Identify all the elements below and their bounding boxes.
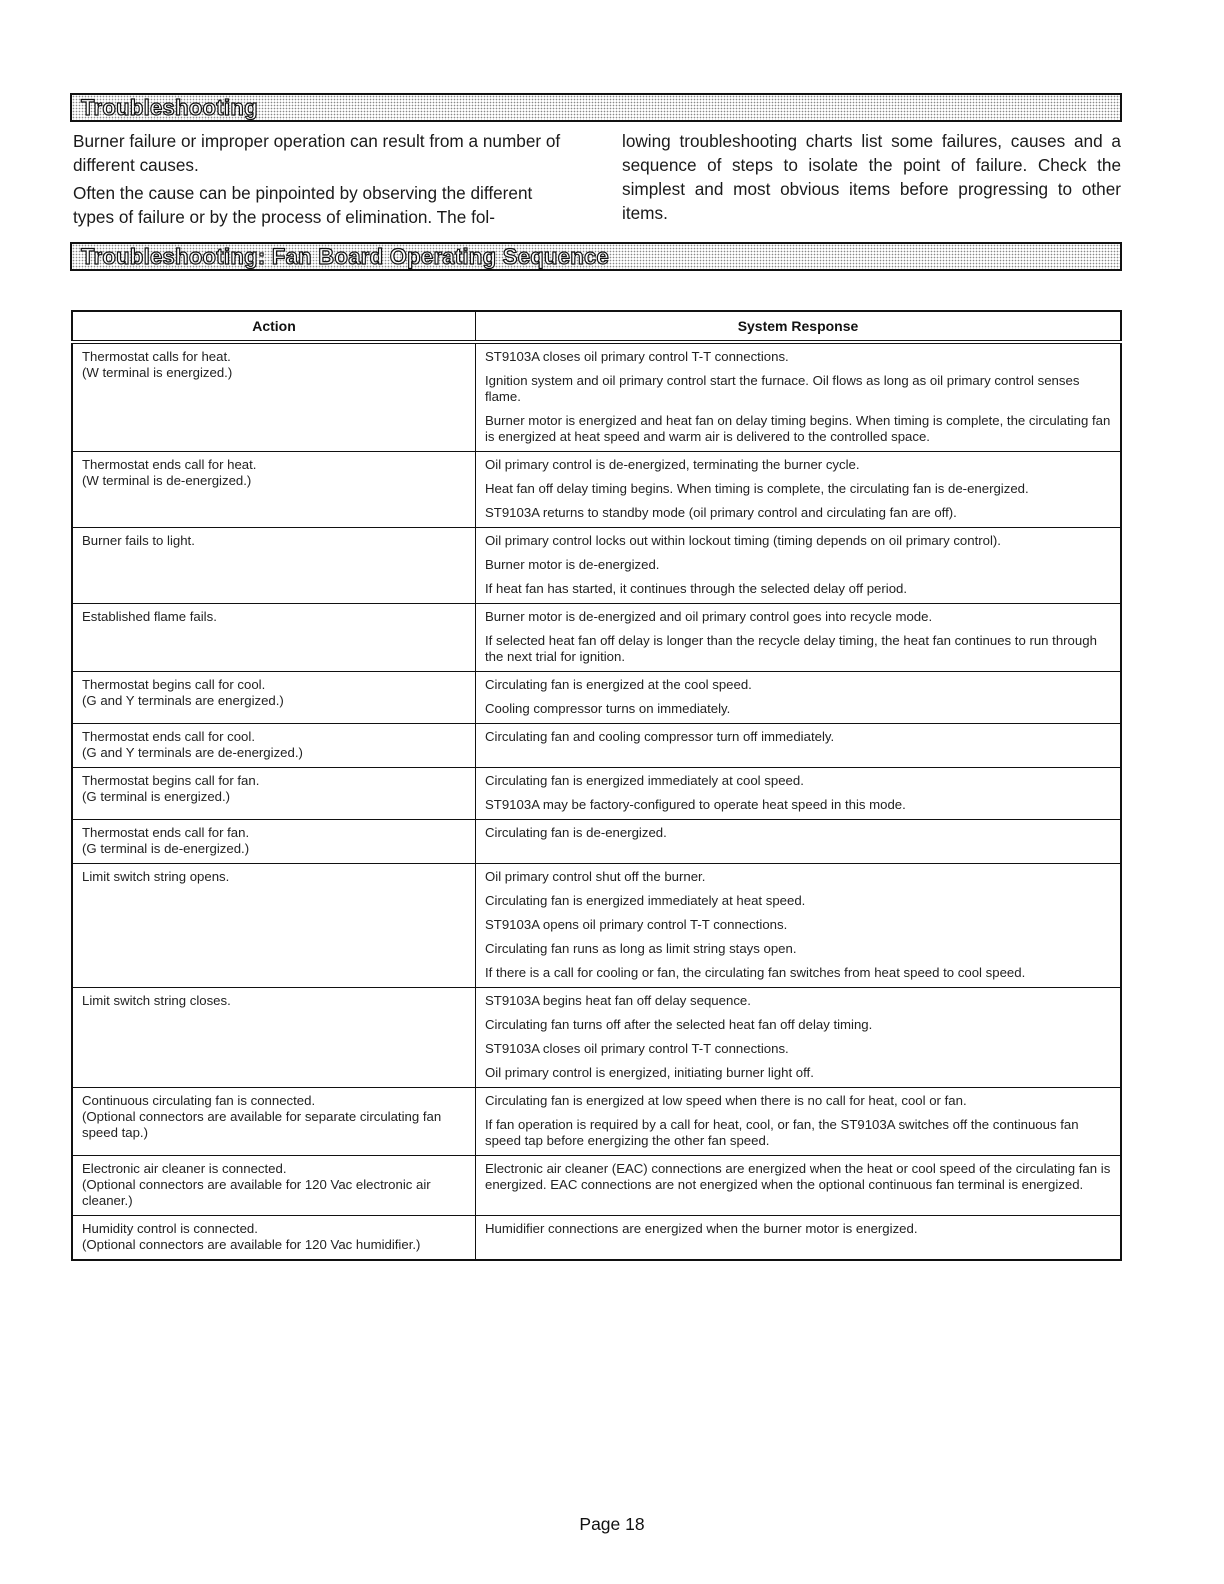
action-cell xyxy=(72,768,476,820)
response-cell xyxy=(476,672,1122,724)
response-text: Oil primary control locks out within lockout timing (timing depends on oil primary control). xyxy=(485,533,1001,548)
intro-right-column xyxy=(622,129,1121,233)
response-text: Oil primary control is energized, initiating burner light off. xyxy=(485,1065,814,1080)
page-number: Page 18 xyxy=(579,1514,645,1534)
response-cell xyxy=(476,864,1122,988)
subsection-banner xyxy=(70,242,1122,271)
operating-sequence-table xyxy=(71,310,1122,1261)
table-row xyxy=(72,820,1121,864)
response-cell xyxy=(476,528,1122,604)
table-row xyxy=(72,342,1121,452)
table-row xyxy=(72,604,1121,672)
action-text: Limit switch string opens. xyxy=(82,869,230,884)
response-cell xyxy=(476,820,1122,864)
table-row xyxy=(72,452,1121,528)
action-note: (W terminal is de-energized.) xyxy=(82,473,252,488)
response-text: Circulating fan and cooling compressor turn off immediately. xyxy=(485,729,835,744)
action-text: Continuous circulating fan is connected. xyxy=(82,1093,316,1108)
response-cell xyxy=(476,342,1122,452)
table-row xyxy=(72,724,1121,768)
response-text: Oil primary control is de-energized, terminating the burner cycle. xyxy=(485,457,860,472)
table-row xyxy=(72,528,1121,604)
response-text: Heat fan off delay timing begins. When timing is complete, the circulating fan is de-energized. xyxy=(485,481,1029,496)
action-cell xyxy=(72,528,476,604)
response-text: Circulating fan is energized at the cool speed. xyxy=(485,677,752,692)
action-note: (Optional connectors are available for separate circulating fan speed tap.) xyxy=(82,1109,442,1140)
response-cell xyxy=(476,724,1122,768)
response-text: Oil primary control shut off the burner. xyxy=(485,869,706,884)
action-note: (W terminal is energized.) xyxy=(82,365,233,380)
response-text: Circulating fan is energized immediately at cool speed. xyxy=(485,773,804,788)
action-note: (G and Y terminals are energized.) xyxy=(82,693,284,708)
response-text: Humidifier connections are energized when the burner motor is energized. xyxy=(485,1221,918,1236)
response-text: Circulating fan is de-energized. xyxy=(485,825,667,840)
response-text: ST9103A may be factory-configured to operate heat speed in this mode. xyxy=(485,797,906,812)
action-cell xyxy=(72,1156,476,1216)
response-text: Circulating fan runs as long as limit string stays open. xyxy=(485,941,797,956)
response-text: Circulating fan is energized at low speed when there is no call for heat, cool or fan. xyxy=(485,1093,967,1108)
action-cell xyxy=(72,820,476,864)
response-cell xyxy=(476,988,1122,1088)
action-text: Thermostat calls for heat. xyxy=(82,349,231,364)
column-header-response: System Response xyxy=(476,311,1122,342)
table-header-row xyxy=(72,311,1121,342)
action-text: Thermostat ends call for heat. xyxy=(82,457,257,472)
action-text: Established flame fails. xyxy=(82,609,217,624)
intro-paragraph: Burner failure or improper operation can result from a number of different causes. xyxy=(73,131,561,175)
table-row xyxy=(72,864,1121,988)
action-text: Limit switch string closes. xyxy=(82,993,231,1008)
response-text: If there is a call for cooling or fan, the circulating fan switches from heat speed to cool speed. xyxy=(485,965,1026,980)
response-text: Ignition system and oil primary control start the furnace. Oil flows as long as oil primary control senses flame. xyxy=(485,373,1080,404)
response-text: Circulating fan is energized immediately at heat speed. xyxy=(485,893,806,908)
subsection-title: Troubleshooting: Fan Board Operating Sequence xyxy=(81,243,610,269)
response-text: Electronic air cleaner (EAC) connections are energized when the heat or cool speed of the circulating fan is energized. EAC connections are not energized when the optional continuous fan terminal is energized. xyxy=(485,1161,1111,1192)
response-cell xyxy=(476,1216,1122,1261)
table-row xyxy=(72,1156,1121,1216)
action-cell xyxy=(72,342,476,452)
response-text: ST9103A closes oil primary control T-T connections. xyxy=(485,1041,789,1056)
action-cell xyxy=(72,988,476,1088)
response-text: Burner motor is de-energized. xyxy=(485,557,660,572)
action-cell xyxy=(72,1216,476,1261)
action-text: Thermostat begins call for fan. xyxy=(82,773,260,788)
action-cell xyxy=(72,672,476,724)
table-row xyxy=(72,672,1121,724)
response-text: Burner motor is energized and heat fan on delay timing begins. When timing is complete, the circulating fan is energized at heat speed and warm air is delivered to the controlled space. xyxy=(485,413,1111,444)
response-cell xyxy=(476,604,1122,672)
response-text: ST9103A closes oil primary control T-T connections. xyxy=(485,349,789,364)
response-text: ST9103A opens oil primary control T-T connections. xyxy=(485,917,788,932)
action-text: Thermostat ends call for cool. xyxy=(82,729,255,744)
action-note: (Optional connectors are available for 120 Vac humidifier.) xyxy=(82,1237,421,1252)
response-cell xyxy=(476,768,1122,820)
action-cell xyxy=(72,452,476,528)
action-cell xyxy=(72,1088,476,1156)
response-text: Cooling compressor turns on immediately. xyxy=(485,701,731,716)
section-banner xyxy=(70,93,1122,122)
response-text: If heat fan has started, it continues through the selected delay off period. xyxy=(485,581,908,596)
intro-paragraph: lowing troubleshooting charts list some failures, causes and a sequence of steps to isolate the point of failure. Check the simplest and most obvious items before progressing to other items. xyxy=(622,131,1121,223)
action-text: Thermostat ends call for fan. xyxy=(82,825,250,840)
response-text: ST9103A begins heat fan off delay sequence. xyxy=(485,993,751,1008)
response-cell xyxy=(476,1088,1122,1156)
table-row xyxy=(72,1088,1121,1156)
response-cell xyxy=(476,1156,1122,1216)
response-text: Circulating fan turns off after the selected heat fan off delay timing. xyxy=(485,1017,873,1032)
action-note: (G and Y terminals are de-energized.) xyxy=(82,745,303,760)
intro-paragraph: Often the cause can be pinpointed by observing the different types of failure or by the process of elimination. The fol- xyxy=(73,183,533,227)
action-cell xyxy=(72,864,476,988)
action-note: (G terminal is energized.) xyxy=(82,789,231,804)
column-header-action: Action xyxy=(72,311,476,342)
action-text: Thermostat begins call for cool. xyxy=(82,677,266,692)
table-row xyxy=(72,768,1121,820)
action-text: Burner fails to light. xyxy=(82,533,195,548)
action-cell xyxy=(72,724,476,768)
action-note: (Optional connectors are available for 120 Vac electronic air cleaner.) xyxy=(82,1177,431,1208)
response-text: Burner motor is de-energized and oil primary control goes into recycle mode. xyxy=(485,609,933,624)
table-row xyxy=(72,988,1121,1088)
section-title: Troubleshooting xyxy=(81,94,258,120)
action-note: (G terminal is de-energized.) xyxy=(82,841,250,856)
response-text: ST9103A returns to standby mode (oil primary control and circulating fan are off). xyxy=(485,505,957,520)
action-text: Electronic air cleaner is connected. xyxy=(82,1161,287,1176)
table-row xyxy=(72,1216,1121,1261)
intro-text xyxy=(73,129,1121,233)
response-cell xyxy=(476,452,1122,528)
response-text: If fan operation is required by a call for heat, cool, or fan, the ST9103A switches off the continuous fan speed tap before energizing the other fan speed. xyxy=(485,1117,1079,1148)
action-text: Humidity control is connected. xyxy=(82,1221,258,1236)
intro-left-column xyxy=(73,129,570,233)
response-text: If selected heat fan off delay is longer than the recycle delay timing, the heat fan continues to run through the next trial for ignition. xyxy=(485,633,1097,664)
action-cell xyxy=(72,604,476,672)
